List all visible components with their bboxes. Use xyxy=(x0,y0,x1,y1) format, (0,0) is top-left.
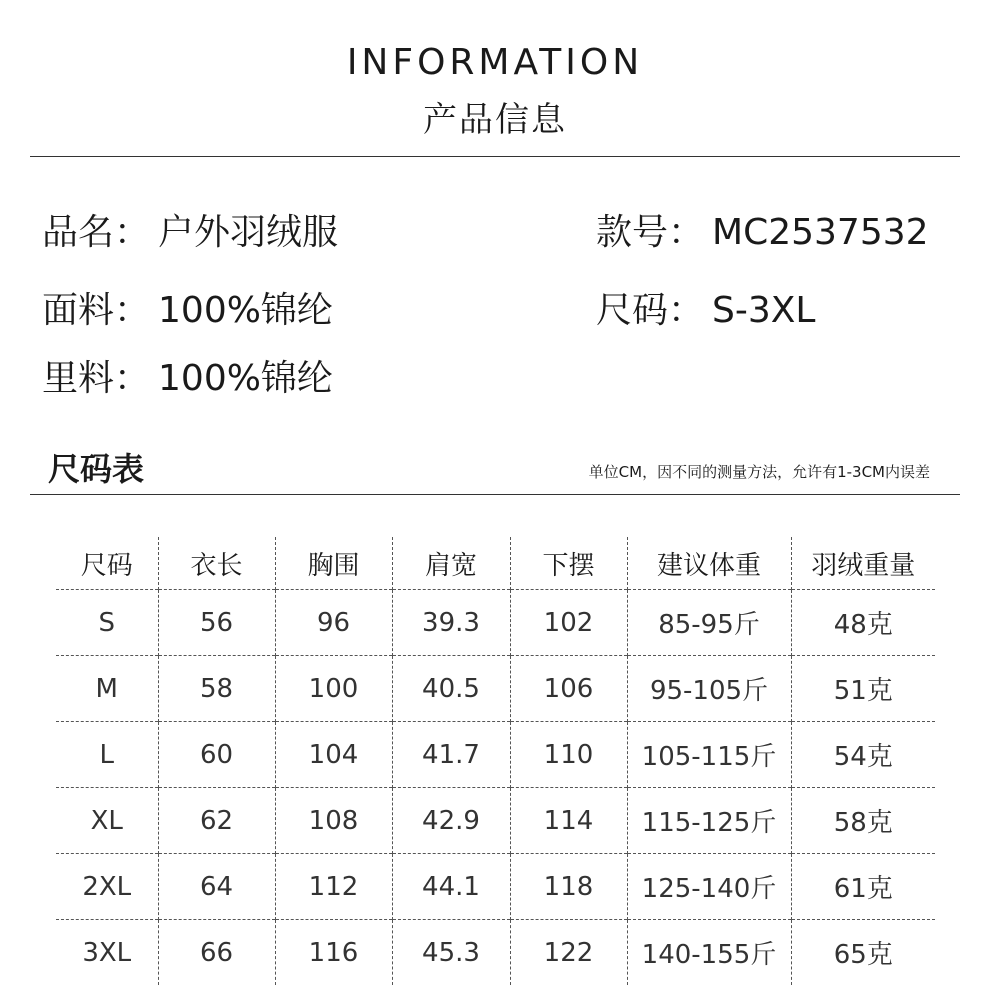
table-cell: L xyxy=(56,722,158,788)
table-cell: 112 xyxy=(275,854,392,920)
table-row xyxy=(56,656,935,722)
table-cell: 58克 xyxy=(791,788,935,854)
table-cell: 56 xyxy=(158,590,275,656)
column-header: 胸围 xyxy=(275,537,392,590)
table-cell: 106 xyxy=(510,656,627,722)
table-cell: XL xyxy=(56,788,158,854)
column-header: 下摆 xyxy=(510,537,627,590)
table-cell: 44.1 xyxy=(392,854,510,920)
table-cell: 85-95斤 xyxy=(627,590,791,656)
info-product-name xyxy=(42,204,338,255)
size-table-header-row xyxy=(56,537,935,590)
table-cell: 39.3 xyxy=(392,590,510,656)
table-cell: 60 xyxy=(158,722,275,788)
table-cell: 102 xyxy=(510,590,627,656)
info-style-number xyxy=(596,204,929,255)
table-cell: 96 xyxy=(275,590,392,656)
table-cell: S xyxy=(56,590,158,656)
table-cell: 125-140斤 xyxy=(627,854,791,920)
info-size-range xyxy=(596,282,815,333)
table-cell: 104 xyxy=(275,722,392,788)
style-number-value: MC2537532 xyxy=(712,212,929,253)
table-cell: 64 xyxy=(158,854,275,920)
size-table xyxy=(56,537,935,985)
table-cell: 116 xyxy=(275,920,392,986)
table-cell: 42.9 xyxy=(392,788,510,854)
table-cell: 62 xyxy=(158,788,275,854)
fabric-label: 面料： xyxy=(42,290,151,331)
column-header: 肩宽 xyxy=(392,537,510,590)
table-cell: 61克 xyxy=(791,854,935,920)
table-cell: 54克 xyxy=(791,722,935,788)
title-english: INFORMATION xyxy=(346,42,644,83)
table-cell: 118 xyxy=(510,854,627,920)
column-header: 建议体重 xyxy=(627,537,791,590)
info-fabric xyxy=(42,282,333,333)
table-cell: 45.3 xyxy=(392,920,510,986)
table-cell: 2XL xyxy=(56,854,158,920)
size-chart-divider xyxy=(30,494,960,495)
table-row xyxy=(56,854,935,920)
table-row xyxy=(56,920,935,986)
table-row xyxy=(56,788,935,854)
table-cell: M xyxy=(56,656,158,722)
table-cell: 66 xyxy=(158,920,275,986)
table-cell: 114 xyxy=(510,788,627,854)
table-cell: 48克 xyxy=(791,590,935,656)
table-cell: 122 xyxy=(510,920,627,986)
fabric-value: 100%锦纶 xyxy=(158,290,333,331)
table-cell: 108 xyxy=(275,788,392,854)
table-cell: 65克 xyxy=(791,920,935,986)
size-chart-title: 尺码表 xyxy=(48,450,145,488)
table-row xyxy=(56,590,935,656)
table-cell: 100 xyxy=(275,656,392,722)
info-lining xyxy=(42,350,333,401)
table-cell: 115-125斤 xyxy=(627,788,791,854)
style-number-label: 款号： xyxy=(596,212,705,253)
table-cell: 110 xyxy=(510,722,627,788)
lining-value: 100%锦纶 xyxy=(158,358,333,399)
table-cell: 40.5 xyxy=(392,656,510,722)
column-header: 衣长 xyxy=(158,537,275,590)
header-divider xyxy=(30,156,960,157)
table-cell: 95-105斤 xyxy=(627,656,791,722)
lining-label: 里料： xyxy=(42,358,151,399)
column-header: 羽绒重量 xyxy=(791,537,935,590)
table-cell: 105-115斤 xyxy=(627,722,791,788)
table-cell: 140-155斤 xyxy=(627,920,791,986)
title-chinese: 产品信息 xyxy=(423,100,567,140)
table-cell: 58 xyxy=(158,656,275,722)
size-chart-note: 单位CM，因不同的测量方法，允许有1-3CM内误差 xyxy=(588,463,930,481)
size-range-label: 尺码： xyxy=(596,290,705,331)
table-cell: 41.7 xyxy=(392,722,510,788)
table-cell: 51克 xyxy=(791,656,935,722)
product-name-value: 户外羽绒服 xyxy=(158,212,339,253)
product-name-label: 品名： xyxy=(42,212,151,253)
column-header: 尺码 xyxy=(80,550,133,581)
table-row xyxy=(56,722,935,788)
table-cell: 3XL xyxy=(56,920,158,986)
size-range-value: S-3XL xyxy=(712,290,816,331)
